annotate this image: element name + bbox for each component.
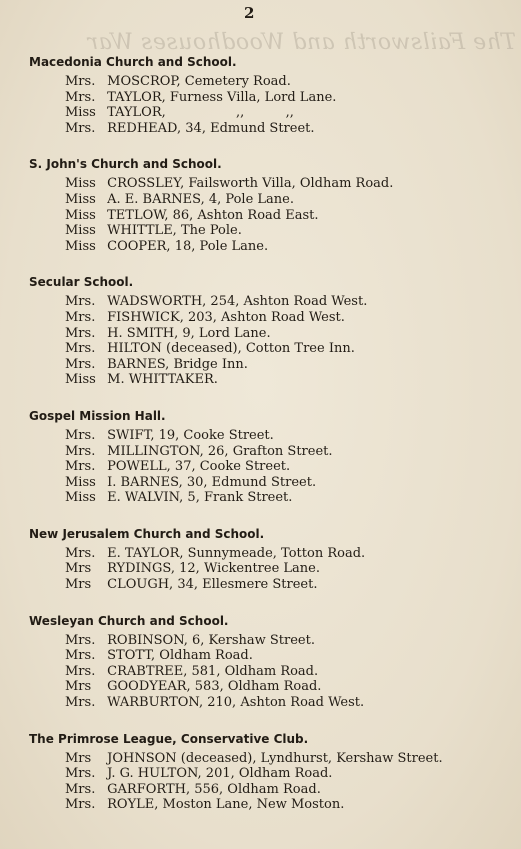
list-item (65, 633, 521, 649)
entry-title: Mrs. (65, 648, 96, 664)
list-item (65, 341, 521, 357)
entry-title: Mrs. (65, 766, 96, 782)
list-item (65, 751, 521, 767)
entry-text: HILTON (deceased), Cotton Tree Inn. (107, 341, 355, 357)
list-item (65, 357, 521, 373)
entry-text: WADSWORTH, 254, Ashton Road West. (107, 294, 368, 310)
list-item (65, 782, 521, 798)
entry-text: POWELL, 37, Cooke Street. (107, 459, 291, 475)
entry-text: TAYLOR, ,, ,, (107, 105, 294, 121)
list-item (65, 797, 521, 813)
entry-text: TAYLOR, Furness Villa, Lord Lane. (107, 89, 337, 105)
entry-title: Mrs. (65, 663, 96, 679)
list-item (65, 372, 521, 388)
entry-text: STOTT, Oldham Road. (107, 648, 253, 664)
entry-text: GOODYEAR, 583, Oldham Road. (107, 679, 322, 695)
bleed-through-text: The Failsworth and Woodhouses War (87, 30, 516, 55)
list-item (65, 223, 521, 239)
entry-text: RYDINGS, 12, Wickentree Lane. (107, 561, 320, 577)
list-item (65, 326, 521, 342)
entry-title: Mrs. (65, 120, 96, 136)
section-heading: S. John's Church and School. (29, 157, 222, 172)
list-item (65, 90, 521, 106)
list-item (65, 695, 521, 711)
entry-title: Mrs (65, 577, 92, 593)
entry-text: CROSSLEY, Failsworth Villa, Oldham Road. (107, 176, 394, 192)
entry-text: JOHNSON (deceased), Lyndhurst, Kershaw Street. (107, 750, 443, 766)
entry-text: E. WALVIN, 5, Frank Street. (107, 490, 293, 506)
entry-text: FISHWICK, 203, Ashton Road West. (107, 309, 345, 325)
page-number: 2 (244, 4, 255, 22)
entry-text: CRABTREE, 581, Oldham Road. (107, 663, 319, 679)
entry-title: Mrs. (65, 341, 96, 357)
list-item (65, 310, 521, 326)
section-new-jerusalem (0, 526, 521, 593)
section-heading: Gospel Mission Hall. (29, 408, 166, 423)
list-item (65, 428, 521, 444)
section-heading: The Primrose League, Conservative Club. (29, 731, 309, 746)
entry-text: WHITTLE, The Pole. (107, 223, 242, 239)
list-item (65, 577, 521, 593)
committee-list (0, 54, 521, 833)
entry-text: SWIFT, 19, Cooke Street. (107, 427, 274, 443)
section-st-johns (0, 156, 521, 254)
entry-title: Miss (65, 191, 96, 207)
entry-text: BARNES, Bridge Inn. (107, 356, 248, 372)
list-item (65, 490, 521, 506)
entry-text: A. E. BARNES, 4, Pole Lane. (107, 191, 294, 207)
entry-text: CLOUGH, 34, Ellesmere Street. (107, 577, 318, 593)
entry-text: COOPER, 18, Pole Lane. (107, 238, 269, 254)
list-item (65, 176, 521, 192)
entry-text: E. TAYLOR, Sunnymeade, Totton Road. (107, 545, 366, 561)
list-item (65, 121, 521, 137)
entry-text: MILLINGTON, 26, Grafton Street. (107, 443, 333, 459)
entry-title: Mrs. (65, 443, 96, 459)
entry-title: Miss (65, 474, 96, 490)
section-heading: New Jerusalem Church and School. (29, 526, 265, 541)
list-item (65, 459, 521, 475)
section-heading: Secular School. (29, 275, 134, 290)
entry-text: ROYLE, Moston Lane, New Moston. (107, 797, 345, 813)
section-wesleyan (0, 613, 521, 711)
list-item (65, 444, 521, 460)
entry-title: Miss (65, 105, 96, 121)
list-item (65, 74, 521, 90)
entry-title: Mrs. (65, 695, 96, 711)
section-macedonia (0, 54, 521, 136)
entry-title: Miss (65, 372, 96, 388)
entry-title: Mrs (65, 750, 92, 766)
entry-title: Mrs. (65, 294, 96, 310)
entry-title: Mrs. (65, 89, 96, 105)
entry-text: TETLOW, 86, Ashton Road East. (107, 207, 319, 223)
list-item (65, 294, 521, 310)
entry-text: WARBURTON, 210, Ashton Road West. (107, 695, 365, 711)
section-primrose-league (0, 731, 521, 813)
entry-title: Miss (65, 223, 96, 239)
entry-text: MOSCROP, Cemetery Road. (107, 74, 291, 89)
entry-text: ROBINSON, 6, Kershaw Street. (107, 632, 315, 648)
section-secular-school (0, 274, 521, 388)
list-item (65, 561, 521, 577)
entry-title: Mrs. (65, 309, 96, 325)
list-item (65, 766, 521, 782)
list-item (65, 475, 521, 491)
entry-title: Mrs. (65, 427, 96, 443)
entry-text: M. WHITTAKER. (107, 372, 218, 388)
entry-title: Miss (65, 490, 96, 506)
list-item (65, 105, 521, 121)
entry-text: H. SMITH, 9, Lord Lane. (107, 325, 271, 341)
list-item (65, 546, 521, 562)
entry-title: Miss (65, 238, 96, 254)
entry-text: I. BARNES, 30, Edmund Street. (107, 474, 317, 490)
entry-title: Mrs. (65, 797, 96, 813)
entry-title: Mrs. (65, 545, 96, 561)
list-item (65, 648, 521, 664)
entry-title: Miss (65, 207, 96, 223)
list-item (65, 208, 521, 224)
list-item (65, 679, 521, 695)
section-heading: Wesleyan Church and School. (29, 613, 229, 628)
entry-title: Mrs. (65, 74, 96, 89)
list-item (65, 664, 521, 680)
entry-title: Mrs. (65, 356, 96, 372)
entry-text: REDHEAD, 34, Edmund Street. (107, 120, 315, 136)
entry-text: GARFORTH, 556, Oldham Road. (107, 781, 321, 797)
section-heading: Macedonia Church and School. (29, 55, 237, 69)
entry-title: Mrs. (65, 325, 96, 341)
entry-title: Mrs (65, 679, 92, 695)
entry-title: Mrs. (65, 781, 96, 797)
entry-title: Mrs. (65, 459, 96, 475)
entry-title: Mrs. (65, 632, 96, 648)
entry-title: Mrs (65, 561, 92, 577)
list-item (65, 192, 521, 208)
section-gospel-mission-hall (0, 408, 521, 506)
entry-title: Miss (65, 176, 96, 192)
entry-text: J. G. HULTON, 201, Oldham Road. (107, 766, 333, 782)
list-item (65, 239, 521, 255)
